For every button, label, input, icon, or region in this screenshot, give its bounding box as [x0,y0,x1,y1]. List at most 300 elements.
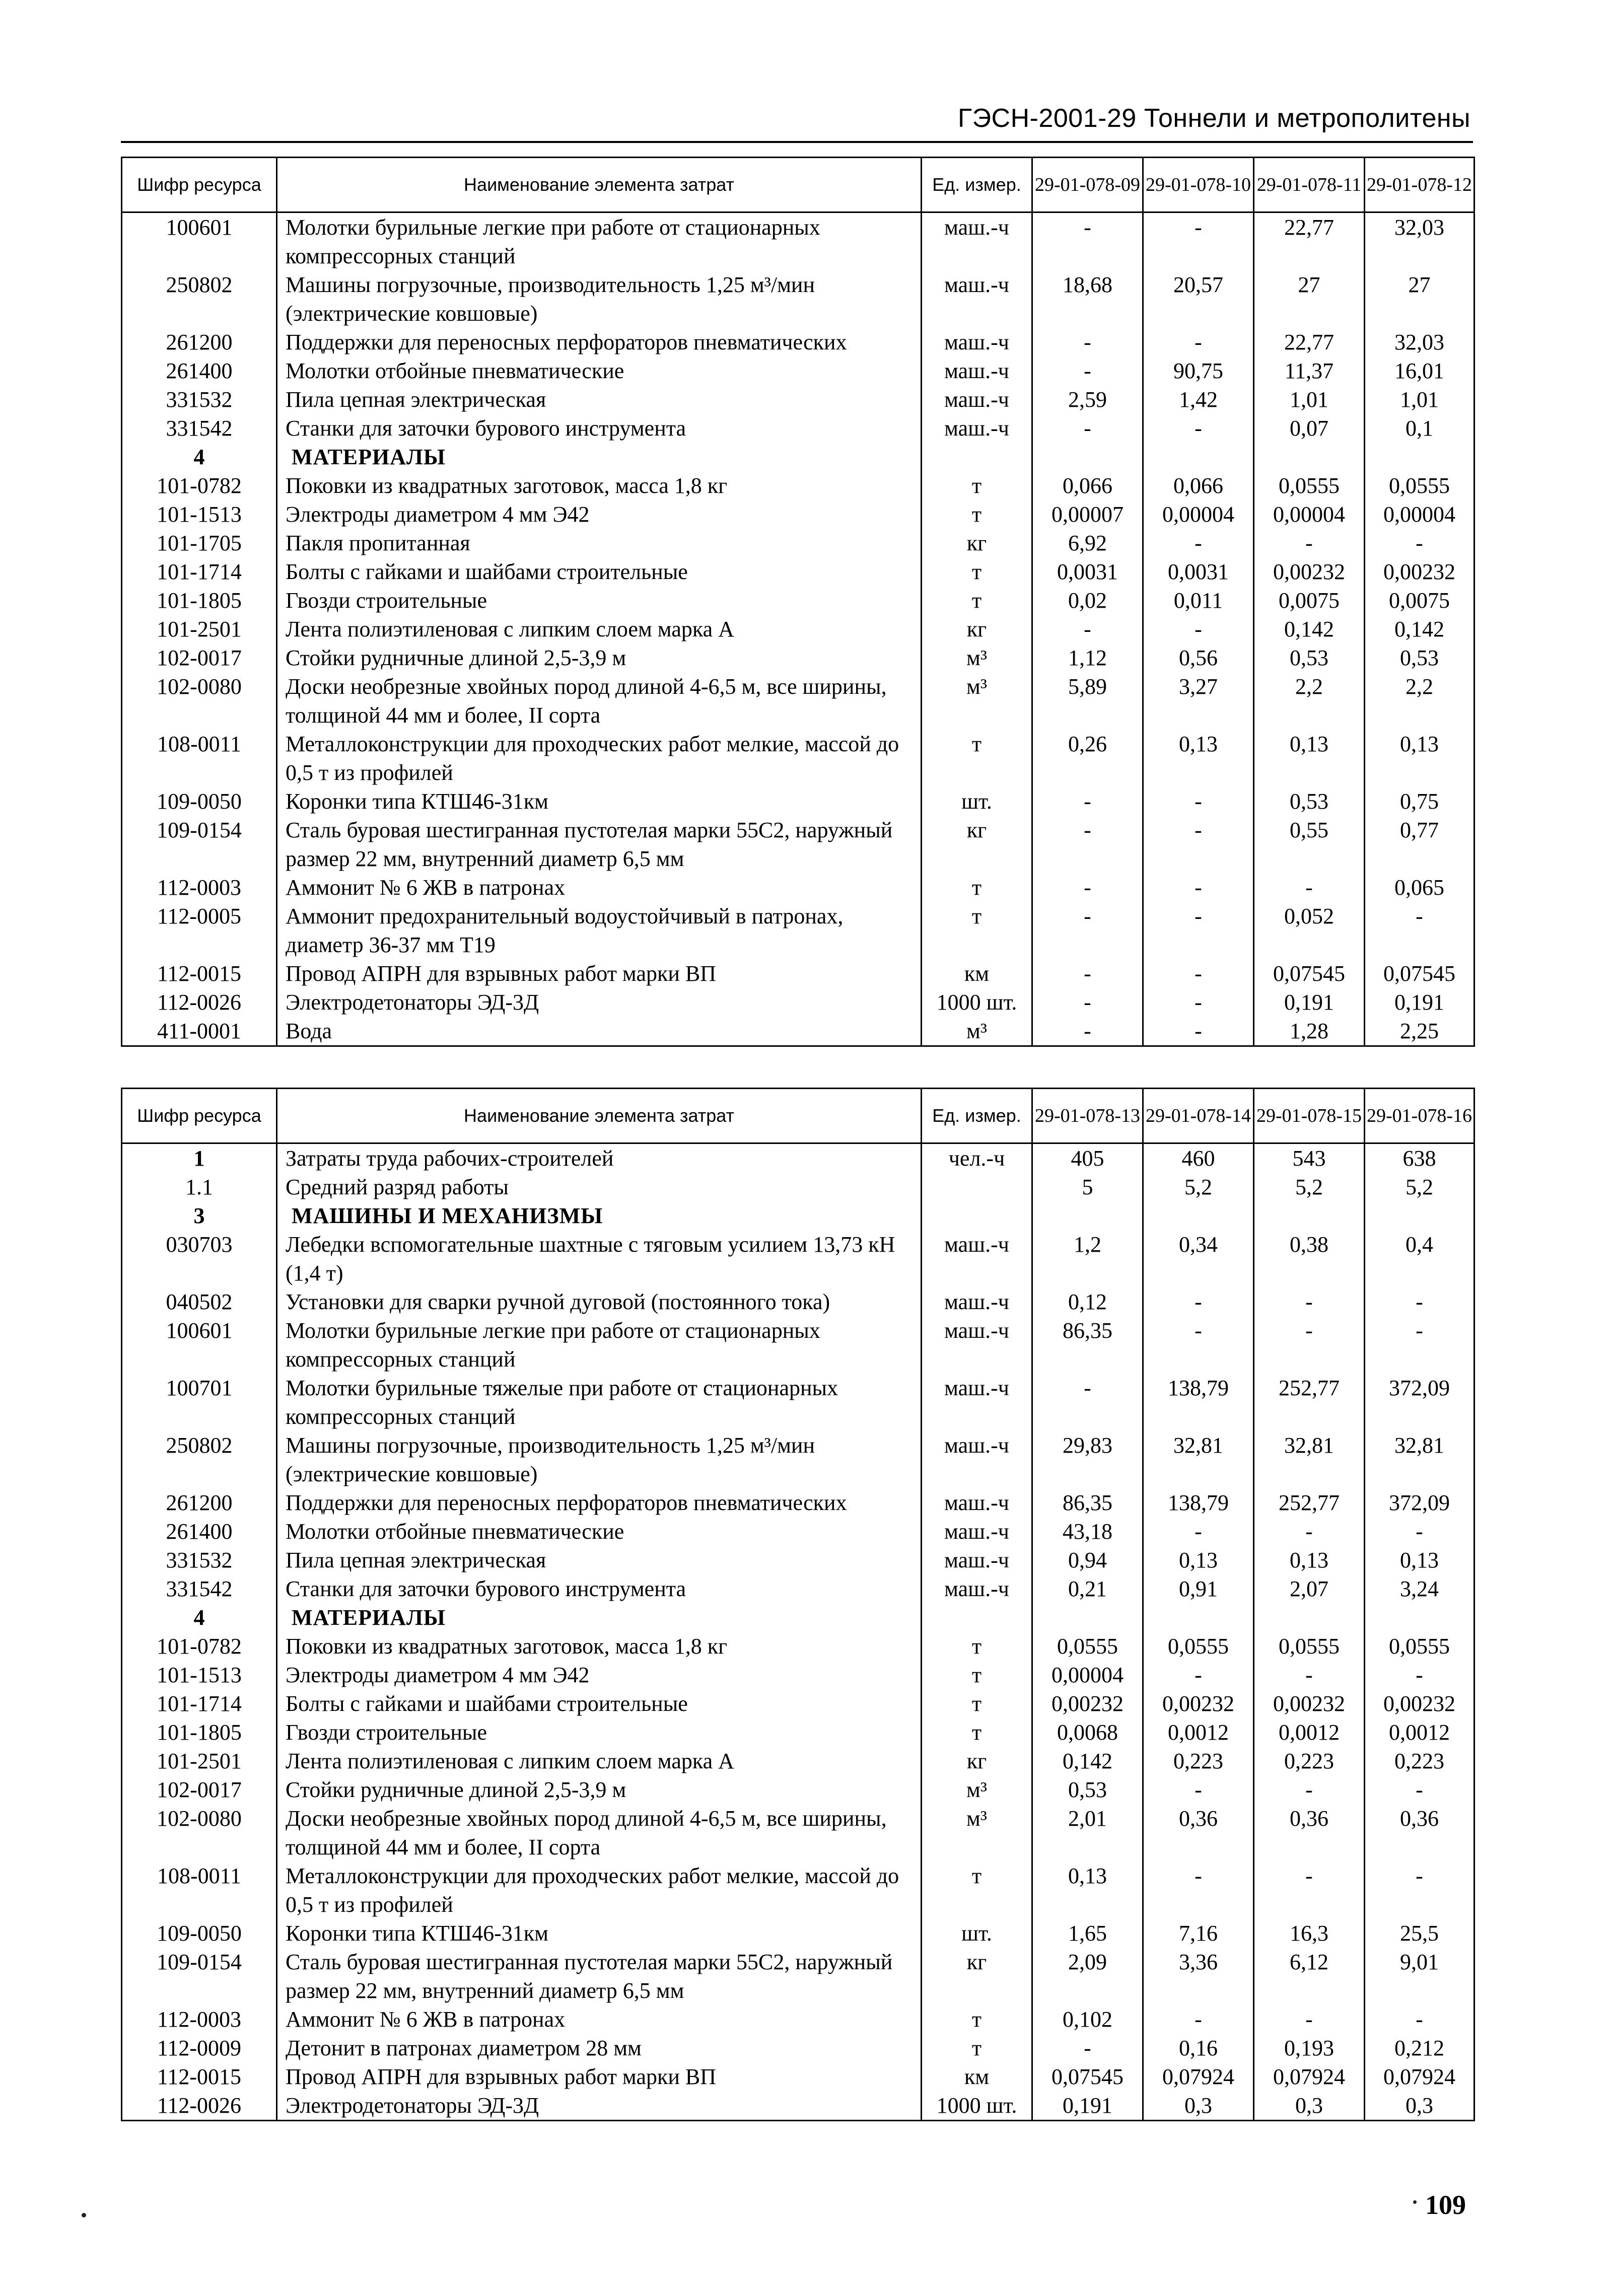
value-cell: 0,0075 [1365,586,1475,615]
value-cell: 22,77 [1254,212,1365,271]
col-header-norm-code: 29-01-078-15 [1254,1089,1365,1143]
resource-name-cell: Аммонит № 6 ЖВ в патронах [277,873,922,902]
value-cell: 0,0075 [1254,586,1365,615]
value-cell: 0,56 [1143,643,1254,672]
resource-name-cell: Электродетонаторы ЭД-3Д [277,2091,922,2121]
value-cell: 252,77 [1254,1488,1365,1517]
unit-cell: м³ [922,1017,1032,1046]
value-cell: 0,07545 [1365,959,1475,988]
resource-name-cell: Лента полиэтиленовая с липким слоем марка А [277,615,922,643]
table-row [122,988,1475,1017]
value-cell: - [1365,1517,1475,1546]
col-header-unit: Ед. измер. [922,1089,1032,1143]
value-cell: 0,223 [1365,1747,1475,1775]
value-cell: - [1032,328,1143,356]
value-cell: 0,36 [1143,1804,1254,1861]
value-cell: 0,13 [1365,730,1475,787]
resource-name-cell: Аммонит предохранительный водоустойчивый в патронах, диаметр 36-37 мм Т19 [277,902,922,959]
resource-code-cell: 101-1714 [122,557,277,586]
value-cell: - [1032,1017,1143,1046]
value-cell: 9,01 [1365,1948,1475,2005]
resource-name-cell: Пакля пропитанная [277,529,922,557]
value-cell: - [1143,787,1254,816]
value-cell: 0,0012 [1254,1718,1365,1747]
unit-cell: м³ [922,1804,1032,1861]
unit-cell: т [922,1661,1032,1689]
resource-code-cell: 109-0050 [122,787,277,816]
resource-code-cell: 3 [122,1201,277,1230]
table-row [122,873,1475,902]
resource-name-cell: Средний разряд работы [277,1173,922,1201]
resource-name-cell: Машины погрузочные, производительность 1,25 м³/мин (электрические ковшовые) [277,270,922,328]
value-cell: 543 [1254,1143,1365,1173]
resource-code-cell: 102-0017 [122,1775,277,1804]
value-cell: 32,81 [1254,1431,1365,1488]
value-cell: 0,0555 [1254,471,1365,500]
value-cell: 0,1 [1365,414,1475,443]
value-cell: 22,77 [1254,328,1365,356]
unit-cell: м³ [922,672,1032,730]
resource-code-cell: 112-0026 [122,988,277,1017]
resource-name-cell: Пила цепная электрическая [277,385,922,414]
table-row [122,1517,1475,1546]
unit-cell [922,1173,1032,1201]
value-cell: 372,09 [1365,1374,1475,1431]
table-row [122,1689,1475,1718]
table-row [122,2034,1475,2062]
value-cell: 405 [1032,1143,1143,1173]
scan-speck [82,2213,86,2217]
value-cell: 0,53 [1365,643,1475,672]
unit-cell: т [922,1861,1032,1919]
value-cell: 0,13 [1143,730,1254,787]
table-header-row [122,158,1475,212]
value-cell: 0,13 [1032,1861,1143,1919]
unit-cell: маш.-ч [922,1316,1032,1374]
value-cell: - [1254,1287,1365,1316]
value-cell: - [1365,1861,1475,1919]
resource-code-cell: 109-0154 [122,1948,277,2005]
value-cell: 7,16 [1143,1919,1254,1948]
value-cell: 0,0031 [1143,557,1254,586]
resource-name-cell: Провод АПРН для взрывных работ марки ВП [277,959,922,988]
resource-code-cell: 1 [122,1143,277,1173]
resource-name-cell: Молотки бурильные тяжелые при работе от стационарных компрессорных станций [277,1374,922,1431]
value-cell: 0,052 [1254,902,1365,959]
resource-code-cell: 261200 [122,1488,277,1517]
resource-name-cell: Пила цепная электрическая [277,1546,922,1574]
unit-cell [922,1603,1032,1632]
value-cell: 0,07924 [1365,2062,1475,2091]
value-cell: - [1365,1661,1475,1689]
value-cell: 0,07545 [1032,2062,1143,2091]
value-cell: 5,89 [1032,672,1143,730]
value-cell [1032,1201,1143,1230]
value-cell: 5,2 [1143,1173,1254,1201]
table-row [122,586,1475,615]
page-header-title: ГЭСН-2001-29 Тоннели и метрополитены [958,104,1470,133]
unit-cell: 1000 шт. [922,2091,1032,2121]
resource-name-cell: Поковки из квадратных заготовок, масса 1,8 кг [277,1632,922,1661]
value-cell: - [1254,1661,1365,1689]
value-cell: 11,37 [1254,356,1365,385]
value-cell: - [1365,529,1475,557]
resource-code-cell: 101-1805 [122,1718,277,1747]
value-cell: 0,07924 [1143,2062,1254,2091]
value-cell: 43,18 [1032,1517,1143,1546]
table-row [122,1488,1475,1517]
resource-code-cell: 101-2501 [122,615,277,643]
resource-name-cell: Молотки отбойные пневматические [277,1517,922,1546]
unit-cell: маш.-ч [922,270,1032,328]
resource-name-cell: Доски необрезные хвойных пород длиной 4-6,5 м, все ширины, толщиной 44 мм и более, II сорта [277,1804,922,1861]
table-row [122,212,1475,271]
unit-cell: км [922,959,1032,988]
col-header-unit: Ед. измер. [922,158,1032,212]
resource-name-cell: Электроды диаметром 4 мм Э42 [277,500,922,529]
value-cell: 6,92 [1032,529,1143,557]
value-cell: - [1032,2034,1143,2062]
resource-code-cell: 112-0015 [122,959,277,988]
resource-name-cell: Детонит в патронах диаметром 28 мм [277,2034,922,2062]
unit-cell: т [922,557,1032,586]
value-cell: 1,65 [1032,1919,1143,1948]
resource-code-cell: 101-1714 [122,1689,277,1718]
value-cell: 0,066 [1032,471,1143,500]
value-cell: 0,13 [1365,1546,1475,1574]
value-cell: 2,01 [1032,1804,1143,1861]
table-row [122,1861,1475,1919]
resource-code-cell: 100601 [122,212,277,271]
value-cell: 0,02 [1032,586,1143,615]
table-row [122,557,1475,586]
unit-cell: шт. [922,787,1032,816]
value-cell: 27 [1365,270,1475,328]
table-row [122,1374,1475,1431]
value-cell: 0,00232 [1254,1689,1365,1718]
resource-table-1 [121,157,1475,1047]
resource-code-cell: 112-0015 [122,2062,277,2091]
value-cell: 16,3 [1254,1919,1365,1948]
value-cell: 0,00004 [1254,500,1365,529]
value-cell: 25,5 [1365,1919,1475,1948]
value-cell: 0,102 [1032,2005,1143,2034]
col-header-name: Наименование элемента затрат [277,1089,922,1143]
unit-cell: маш.-ч [922,1574,1032,1603]
value-cell: 0,07545 [1254,959,1365,988]
value-cell: 0,011 [1143,586,1254,615]
value-cell: - [1143,1661,1254,1689]
table-row [122,2005,1475,2034]
table-row [122,816,1475,873]
value-cell: 0,0555 [1254,1632,1365,1661]
value-cell [1365,1603,1475,1632]
resource-code-cell: 108-0011 [122,730,277,787]
resource-name-cell: Поддержки для переносных перфораторов пневматических [277,1488,922,1517]
table-row [122,672,1475,730]
value-cell: 0,0012 [1143,1718,1254,1747]
value-cell: 0,223 [1143,1747,1254,1775]
value-cell: - [1143,2005,1254,2034]
value-cell: - [1143,212,1254,271]
table-row [122,902,1475,959]
resource-code-cell: 101-0782 [122,471,277,500]
value-cell: - [1365,2005,1475,2034]
value-cell: 3,27 [1143,672,1254,730]
value-cell: 1,01 [1365,385,1475,414]
value-cell: 0,3 [1254,2091,1365,2121]
value-cell: 0,13 [1254,730,1365,787]
value-cell: - [1143,816,1254,873]
value-cell: 0,223 [1254,1747,1365,1775]
unit-cell: маш.-ч [922,328,1032,356]
value-cell: 0,91 [1143,1574,1254,1603]
unit-cell: маш.-ч [922,414,1032,443]
section-row [122,1201,1475,1230]
unit-cell: маш.-ч [922,1230,1032,1287]
value-cell: 0,00007 [1032,500,1143,529]
unit-cell: км [922,2062,1032,2091]
unit-cell: т [922,873,1032,902]
resource-code-cell: 250802 [122,270,277,328]
value-cell: 0,00004 [1143,500,1254,529]
value-cell [1143,443,1254,471]
resource-code-cell: 101-1705 [122,529,277,557]
value-cell [1254,1201,1365,1230]
value-cell [1032,443,1143,471]
unit-cell: т [922,730,1032,787]
value-cell: 0,94 [1032,1546,1143,1574]
unit-cell: т [922,1632,1032,1661]
resource-name-cell: Стойки рудничные длиной 2,5-3,9 м [277,643,922,672]
col-header-name: Наименование элемента затрат [277,158,922,212]
value-cell: - [1254,1316,1365,1374]
unit-cell: шт. [922,1919,1032,1948]
value-cell: 0,36 [1254,1804,1365,1861]
value-cell: 0,00232 [1365,557,1475,586]
table-row [122,471,1475,500]
value-cell: - [1143,873,1254,902]
value-cell: 0,07 [1254,414,1365,443]
resource-name-cell: Стойки рудничные длиной 2,5-3,9 м [277,1775,922,1804]
resource-name-cell: Машины погрузочные, производительность 1,25 м³/мин (электрические ковшовые) [277,1431,922,1488]
value-cell: 18,68 [1032,270,1143,328]
table-row [122,787,1475,816]
value-cell: 0,0031 [1032,557,1143,586]
table-header-row [122,1089,1475,1143]
col-header-norm-code: 29-01-078-11 [1254,158,1365,212]
table-row [122,385,1475,414]
value-cell: - [1254,1775,1365,1804]
resource-code-cell: 109-0050 [122,1919,277,1948]
resource-name-cell: Станки для заточки бурового инструмента [277,414,922,443]
value-cell: 0,36 [1365,1804,1475,1861]
resource-name-cell: Аммонит № 6 ЖВ в патронах [277,2005,922,2034]
value-cell: 5,2 [1365,1173,1475,1201]
value-cell: 1,2 [1032,1230,1143,1287]
unit-cell: кг [922,1747,1032,1775]
unit-cell: т [922,902,1032,959]
scan-speck [1413,2200,1417,2204]
resource-code-cell: 261200 [122,328,277,356]
value-cell [1365,1201,1475,1230]
resource-code-cell: 331532 [122,1546,277,1574]
resource-name-cell: Болты с гайками и шайбами строительные [277,1689,922,1718]
table-row [122,1143,1475,1173]
value-cell: 0,13 [1143,1546,1254,1574]
table-row [122,1718,1475,1747]
value-cell: 0,13 [1254,1546,1365,1574]
value-cell: 0,26 [1032,730,1143,787]
value-cell: 2,2 [1365,672,1475,730]
value-cell: 372,09 [1365,1488,1475,1517]
value-cell: - [1143,328,1254,356]
unit-cell: т [922,2034,1032,2062]
value-cell: 29,83 [1032,1431,1143,1488]
resource-code-cell: 261400 [122,1517,277,1546]
resource-table-2 [121,1088,1475,2121]
resource-name-cell: Болты с гайками и шайбами строительные [277,557,922,586]
value-cell: 0,00232 [1032,1689,1143,1718]
value-cell: 0,191 [1032,2091,1143,2121]
value-cell: 0,12 [1032,1287,1143,1316]
resource-name-cell: Лента полиэтиленовая с липким слоем марка А [277,1747,922,1775]
value-cell: - [1365,1775,1475,1804]
resource-code-cell: 109-0154 [122,816,277,873]
unit-cell: м³ [922,1775,1032,1804]
table-row [122,500,1475,529]
unit-cell: маш.-ч [922,1488,1032,1517]
resource-name-cell: Поддержки для переносных перфораторов пневматических [277,328,922,356]
value-cell: 0,191 [1365,988,1475,1017]
table-row [122,1173,1475,1201]
value-cell: 1,42 [1143,385,1254,414]
resource-name-cell: Затраты труда рабочих-строителей [277,1143,922,1173]
value-cell: 86,35 [1032,1488,1143,1517]
table-row [122,1017,1475,1046]
resource-code-cell: 102-0017 [122,643,277,672]
resource-name-cell: МАТЕРИАЛЫ [277,1603,922,1632]
table-row [122,1287,1475,1316]
value-cell: - [1143,1861,1254,1919]
value-cell: 0,066 [1143,471,1254,500]
resource-code-cell: 331542 [122,1574,277,1603]
resource-name-cell: Поковки из квадратных заготовок, масса 1,8 кг [277,471,922,500]
resource-code-cell: 101-0782 [122,1632,277,1661]
value-cell: - [1032,356,1143,385]
resource-code-cell: 100601 [122,1316,277,1374]
value-cell: - [1032,873,1143,902]
value-cell: 0,3 [1365,2091,1475,2121]
value-cell [1143,1603,1254,1632]
table-row [122,615,1475,643]
unit-cell: т [922,586,1032,615]
value-cell: - [1032,212,1143,271]
resource-name-cell: Лебедки вспомогательные шахтные с тяговым усилием 13,73 кН (1,4 т) [277,1230,922,1287]
value-cell: 2,59 [1032,385,1143,414]
value-cell: 3,36 [1143,1948,1254,2005]
resource-code-cell: 102-0080 [122,672,277,730]
value-cell: 460 [1143,1143,1254,1173]
value-cell: 0,07924 [1254,2062,1365,2091]
table-row [122,1775,1475,1804]
value-cell: 5,2 [1254,1173,1365,1201]
resource-code-cell: 040502 [122,1287,277,1316]
unit-cell: кг [922,615,1032,643]
table-row [122,1804,1475,1861]
value-cell: 0,193 [1254,2034,1365,2062]
value-cell: 0,4 [1365,1230,1475,1287]
value-cell: 0,53 [1254,787,1365,816]
value-cell: - [1143,1775,1254,1804]
resource-code-cell: 100701 [122,1374,277,1431]
value-cell: - [1143,529,1254,557]
value-cell: - [1143,1316,1254,1374]
value-cell: 90,75 [1143,356,1254,385]
col-header-code: Шифр ресурса [122,158,277,212]
header-rule [121,141,1473,143]
col-header-norm-code: 29-01-078-09 [1032,158,1143,212]
table-row [122,1919,1475,1948]
unit-cell [922,443,1032,471]
unit-cell: маш.-ч [922,1287,1032,1316]
table-row [122,328,1475,356]
value-cell: - [1143,959,1254,988]
unit-cell: т [922,471,1032,500]
table-row [122,2091,1475,2121]
resource-code-cell: 112-0005 [122,902,277,959]
value-cell [1254,1603,1365,1632]
value-cell: - [1254,1517,1365,1546]
resource-code-cell: 261400 [122,356,277,385]
resource-code-cell: 331532 [122,385,277,414]
unit-cell: маш.-ч [922,212,1032,271]
table-row [122,730,1475,787]
value-cell: - [1032,816,1143,873]
unit-cell: чел.-ч [922,1143,1032,1173]
value-cell: 0,00232 [1365,1689,1475,1718]
unit-cell: кг [922,1948,1032,2005]
resource-code-cell: 101-1513 [122,1661,277,1689]
value-cell: - [1032,988,1143,1017]
value-cell: - [1143,1517,1254,1546]
unit-cell: т [922,1689,1032,1718]
value-cell: 0,00232 [1254,557,1365,586]
value-cell: 0,38 [1254,1230,1365,1287]
table-row [122,1948,1475,2005]
unit-cell: маш.-ч [922,356,1032,385]
table-row [122,1546,1475,1574]
value-cell: 2,2 [1254,672,1365,730]
resource-name-cell: Коронки типа КТШ46-31км [277,787,922,816]
unit-cell: маш.-ч [922,1517,1032,1546]
unit-cell: м³ [922,643,1032,672]
resource-name-cell: Электродетонаторы ЭД-3Д [277,988,922,1017]
value-cell: - [1143,988,1254,1017]
value-cell: 2,07 [1254,1574,1365,1603]
value-cell: - [1032,787,1143,816]
resource-code-cell: 102-0080 [122,1804,277,1861]
value-cell: 86,35 [1032,1316,1143,1374]
resource-name-cell: Установки для сварки ручной дуговой (постоянного тока) [277,1287,922,1316]
resource-name-cell: Станки для заточки бурового инструмента [277,1574,922,1603]
value-cell: - [1254,1861,1365,1919]
value-cell: 638 [1365,1143,1475,1173]
value-cell: 2,09 [1032,1948,1143,2005]
resource-name-cell: Гвозди строительные [277,586,922,615]
value-cell: 0,00232 [1143,1689,1254,1718]
unit-cell: маш.-ч [922,1431,1032,1488]
